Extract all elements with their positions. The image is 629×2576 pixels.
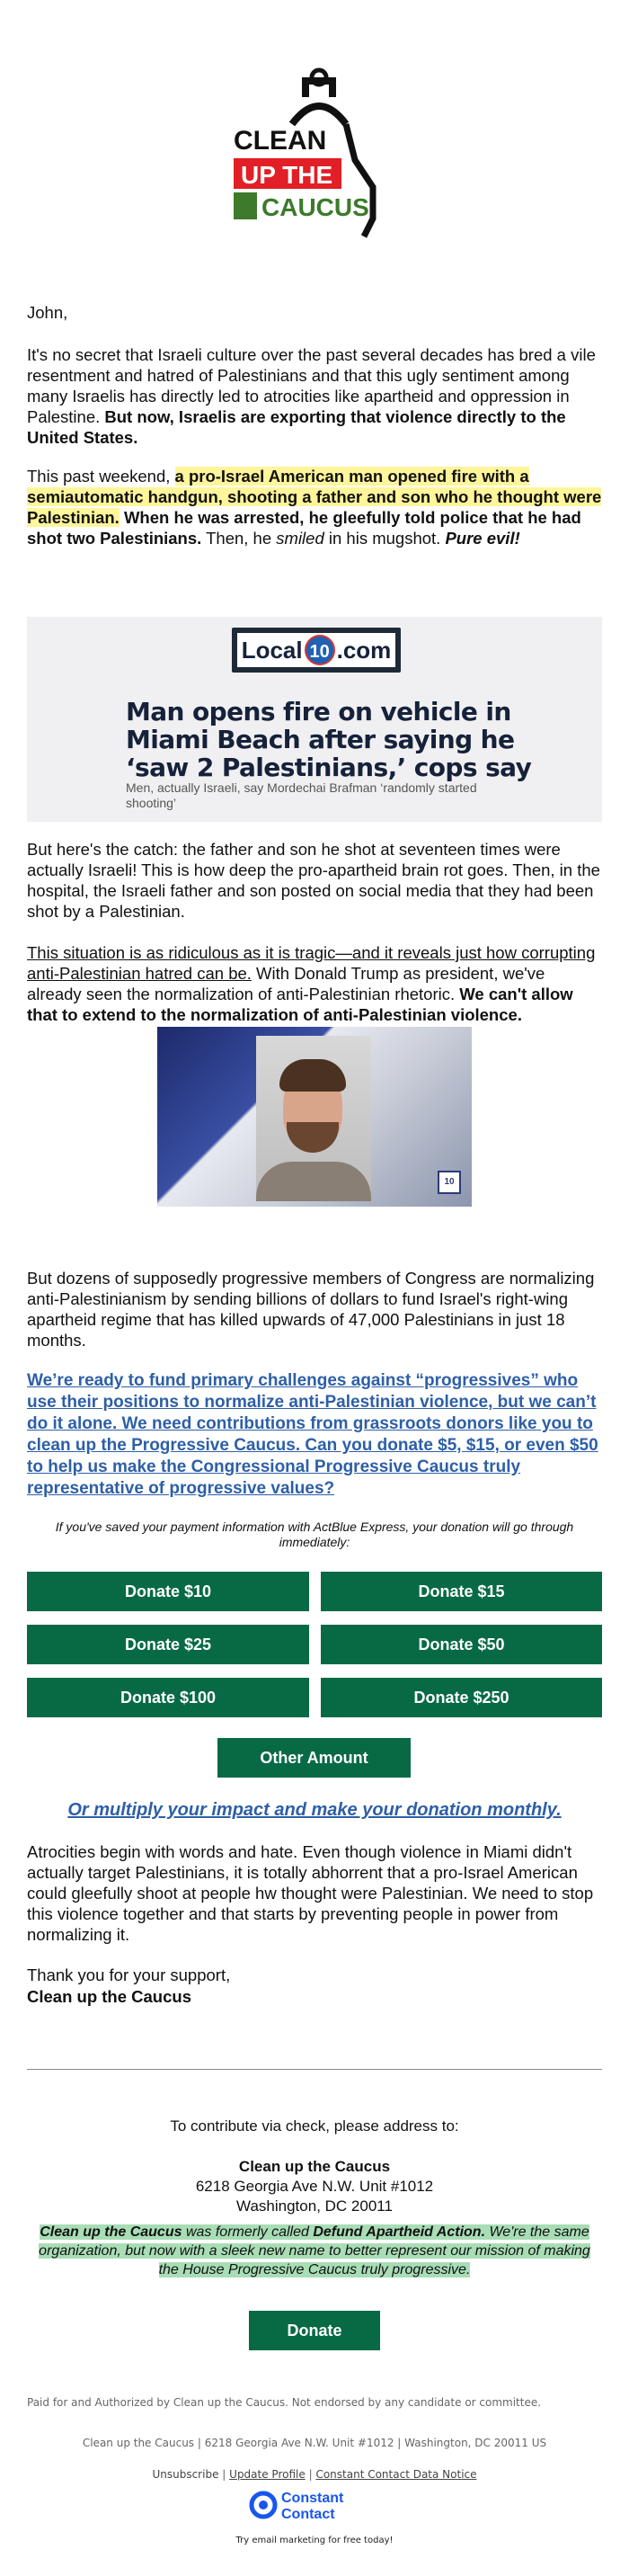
- donate-50-button[interactable]: Donate $50: [321, 1625, 602, 1664]
- divider: [27, 2069, 602, 2070]
- greeting: John,: [27, 303, 68, 322]
- local10-logo-local: Local: [241, 636, 303, 664]
- monthly-donation-link[interactable]: Or multiply your impact and make your donation monthly.: [67, 1800, 562, 1820]
- paid-for-disclaimer: Paid for and Authorized by Clean up the Caucus. Not endorsed by any candidate or committee.: [27, 2396, 542, 2409]
- paragraph-shooting-highlight: a pro-Israel American man opened fire with a semiautomatic handgun, shooting a father and son who he thought were Palestinian.: [27, 467, 602, 527]
- donate-button[interactable]: Donate: [249, 2311, 380, 2350]
- paragraph-shooting-arrest: When he was arrested, he gleefully told police that he had shot two Palestinians.: [27, 508, 581, 548]
- check-intro: To contribute via check, please address to:: [170, 2117, 459, 2135]
- mugshot-image: [157, 1027, 472, 1207]
- check-name: Clean up the Caucus: [238, 2158, 391, 2175]
- donate-100-button[interactable]: Donate $100: [27, 1678, 309, 1717]
- paragraph-situation: [27, 942, 602, 1025]
- paragraph-shooting-lead: This past weekend,: [27, 467, 175, 486]
- signature: Clean up the Caucus: [27, 1987, 191, 2006]
- paragraph-intro-bold: But now, Israelis are exporting that violence directly to the United States.: [27, 407, 566, 447]
- cc-line2: Contact: [281, 2507, 335, 2522]
- paragraph-catch: But here's the catch: the father and son he shot at seventeen times were actually Israeli! This is how deep the pro-apartheid brain rot goes. Then, in the hospital, the Israeli father and son posted on social media that they had been shot by a Palestinian.: [27, 840, 600, 921]
- cta-link[interactable]: We’re ready to fund primary challenges against “progressives” who use their positions to normalize anti-Palestinian violence, but we can’t do it alone. We need contributions from grassroots donors like you to clean up the Progressive Caucus. Can you donate $5, $15, or even $50 to help us make the Congressional Progressive Caucus truly representative of progressive values?: [27, 1371, 598, 1498]
- constant-contact-logo[interactable]: [247, 2487, 382, 2532]
- actblue-note: If you've saved your payment information with ActBlue Express, your donation will go through immediately:: [55, 1520, 574, 1549]
- paragraph-atrocities: Atrocities begin with words and hate. Even though violence in Miami didn't actually target Palestinians, it is totally abhorrent that a pro-Israel American could gleefully shoot at people hw thought were Palestinian. We need to stop this violence together and that starts by preventing people in power from normalizing it.: [27, 1842, 594, 1944]
- paragraph-shooting-evil: Pure evil!: [445, 529, 520, 548]
- paragraph-intro: [27, 344, 602, 448]
- logo-line1: CLEAN: [234, 126, 327, 156]
- logo-line2: UP THE: [241, 161, 333, 189]
- logo-line3: CAUCUS: [261, 193, 369, 221]
- news-headline: Man opens fire on vehicle in Miami Beach after saying he ‘saw 2 Palestinians,’ cops say: [126, 697, 532, 782]
- paragraph-shooting-smiled: smiled: [276, 529, 324, 548]
- paragraph-situation-underline: This situation is as ridiculous as it is tragic—and it reveals just how corrupting anti-Palestinian hatred can be.: [27, 943, 596, 983]
- paragraph-intro-text: It's no secret that Israeli culture over the past several decades has bred a vile resentment and hatred of Palestinians and that this ugly sentiment among many Israelis has directly led to atrocities like apartheid and oppression in Palestine.: [27, 345, 596, 426]
- former-org-name: Clean up the Caucus: [40, 2224, 182, 2240]
- footer-links: [27, 2468, 602, 2481]
- data-notice-link[interactable]: Constant Contact Data Notice: [315, 2468, 477, 2481]
- paragraph-situation-trump: With Donald Trump as president, we've already seen the normalization of anti-Palestinian rhetoric.: [27, 964, 545, 1003]
- donate-25-button[interactable]: Donate $25: [27, 1625, 309, 1664]
- paragraph-shooting-then: Then, he: [201, 529, 277, 548]
- mugshot-photo: [256, 1036, 371, 1201]
- check-street: 6218 Georgia Ave N.W. Unit #1012: [195, 2178, 434, 2195]
- paragraph-situation-bold: We can't allow that to extend to the normalization of anti-Palestinian violence.: [27, 985, 573, 1024]
- news-article-image[interactable]: [27, 617, 602, 822]
- cc-line1: Constant: [281, 2491, 344, 2506]
- footer-sep: |: [222, 2468, 226, 2481]
- donate-15-button[interactable]: Donate $15: [321, 1572, 602, 1611]
- other-amount-button[interactable]: Other Amount: [217, 1738, 411, 1778]
- cta-paragraph[interactable]: [27, 1369, 602, 1499]
- former-mission: We're the same organization, but now with a sleek new name to better represent our mission of making the House Progressive Caucus truly progressive.: [39, 2224, 590, 2277]
- former-old-name: Defund Apartheid Action.: [313, 2224, 486, 2240]
- local10-logo-ten: 10: [305, 635, 335, 665]
- local10-logo: [232, 628, 401, 673]
- former-name-notice: [27, 2223, 602, 2279]
- local10-badge-icon: 10: [438, 1171, 461, 1194]
- unsubscribe-link[interactable]: Unsubscribe: [152, 2468, 219, 2481]
- update-profile-link[interactable]: Update Profile: [229, 2468, 306, 2481]
- paragraph-shooting-mugshot: in his mugshot.: [323, 529, 446, 548]
- clean-up-the-caucus-logo: [220, 61, 409, 250]
- news-subhead: Men, actually Israeli, say Mordechai Brafman ‘randomly started shooting’: [126, 780, 477, 810]
- footer-sep: |: [308, 2468, 313, 2481]
- paragraph-shooting: [27, 466, 602, 548]
- local10-logo-com: .com: [336, 636, 392, 664]
- donate-10-button[interactable]: Donate $10: [27, 1572, 309, 1611]
- cc-tagline: Try email marketing for free today!: [235, 2536, 394, 2545]
- check-city: Washington, DC 20011: [236, 2197, 393, 2215]
- signoff: Thank you for your support,: [27, 1965, 231, 1984]
- paragraph-congress: But dozens of supposedly progressive members of Congress are normalizing anti-Palestinianism by sending billions of dollars to fund Israel's right-wing apartheid regime that has killed upwards of 47,000 Palestinians in just 18 months.: [27, 1269, 595, 1350]
- donate-250-button[interactable]: Donate $250: [321, 1678, 602, 1717]
- former-text: was formerly called: [182, 2224, 314, 2240]
- footer-address: Clean up the Caucus | 6218 Georgia Ave N.W. Unit #1012 | Washington, DC 20011 US: [82, 2437, 547, 2449]
